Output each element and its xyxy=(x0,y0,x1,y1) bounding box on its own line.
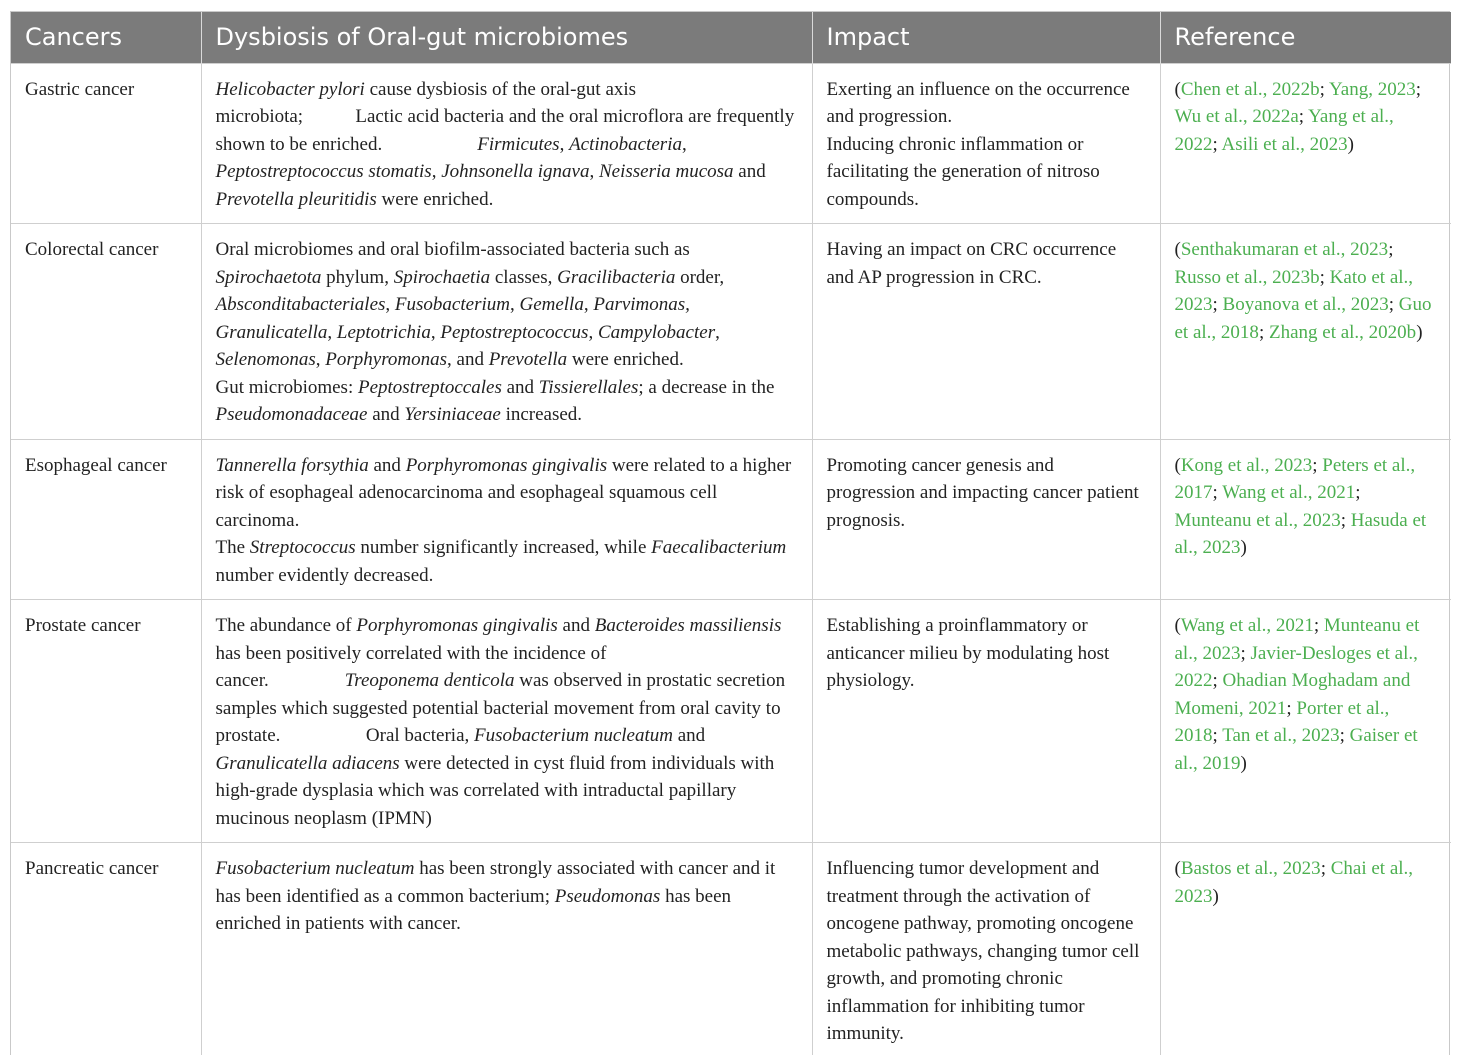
cell-dysbiosis: Fusobacterium nucleatum has been strongly associated with cancer and it has been identified as a common bacterium; Pseudomonas has been enriched in patients with cancer. xyxy=(201,843,812,1055)
reference-link[interactable]: Boyanova et al., 2023 xyxy=(1222,294,1389,315)
reference-link[interactable]: Munteanu et al., 2023 xyxy=(1174,509,1341,531)
table-body xyxy=(11,63,1451,1055)
reference-link[interactable]: Kato et al., 2023 xyxy=(1174,266,1414,315)
reference-link[interactable]: Javier-Desloges et al., 2022 xyxy=(1174,642,1418,691)
header-cancers: Cancers xyxy=(11,12,201,63)
cell-cancer: Prostate cancer xyxy=(11,600,201,843)
reference-link[interactable]: Gaiser et al., 2019 xyxy=(1174,725,1418,774)
cell-cancer: Pancreatic cancer xyxy=(11,843,201,1055)
cell-cancer: Colorectal cancer xyxy=(11,224,201,440)
reference-link[interactable]: Yang, 2023 xyxy=(1328,78,1416,100)
reference-link[interactable]: Wang et al., 2021 xyxy=(1222,482,1356,503)
reference-link[interactable]: Hasuda et al., 2023 xyxy=(1174,509,1427,558)
header-impact: Impact xyxy=(812,12,1160,63)
cell-dysbiosis: Helicobacter pylori cause dysbiosis of the oral-gut axis microbiota; Lactic acid bacteria and the oral microflora are frequently shown to be enriched. Firmicutes, Actinobacteria, Peptostreptococcus stomatis, Johnsonella ignava, Neisseria mucosa and Prevotella pleuritidis were enriched. xyxy=(201,63,812,224)
cell-reference: (Bastos et al., 2023; Chai et al., 2023) xyxy=(1160,843,1451,1055)
table-row xyxy=(11,224,1451,440)
reference-link[interactable]: Wu et al., 2022a xyxy=(1174,106,1299,127)
reference-link[interactable]: Chen et al., 2022b xyxy=(1180,78,1320,100)
cell-dysbiosis: Tannerella forsythia and Porphyromonas gingivalis were related to a higher risk of esophageal adenocarcinoma and esophageal squamous cell carcinoma. The Streptococcus number significantly increased, while Faecalibacterium number evidently decreased. xyxy=(201,439,812,600)
header-dysbiosis: Dysbiosis of Oral-gut microbiomes xyxy=(201,12,812,63)
cell-dysbiosis: Oral microbiomes and oral biofilm-associated bacteria such as Spirochaetota phylum, Spirochaetia classes, Gracilibacteria order, Absconditabacteriales, Fusobacterium, Gemella, Parvimonas, Granulicatella, Leptotrichia, Peptostreptococcus, Campylobacter, Selenomonas, Porphyromonas, and Prevotella were enriched. Gut microbiomes: Peptostreptoccales and Tissierellales; a decrease in the Pseudomonadaceae and Yersiniaceae increased. xyxy=(201,224,812,440)
cell-reference: (Kong et al., 2023; Peters et al., 2017; Wang et al., 2021; Munteanu et al., 2023; Hasuda et al., 2023) xyxy=(1160,439,1451,600)
cell-dysbiosis: The abundance of Porphyromonas gingivalis and Bacteroides massiliensis has been positively correlated with the incidence of cancer. Treoponema denticola was observed in prostatic secretion samples which suggested potential bacterial movement from oral cavity to prostate. Oral bacteria, Fusobacterium nucleatum and Granulicatella adiacens were detected in cyst fluid from individuals with high-grade dysplasia which was correlated with intraductal papillary mucinous neoplasm (IPMN) xyxy=(201,600,812,843)
cell-impact: Having an impact on CRC occurrence and AP progression in CRC. xyxy=(812,224,1160,440)
table-row xyxy=(11,63,1451,224)
reference-link[interactable]: Guo et al., 2018 xyxy=(1174,294,1432,343)
reference-link[interactable]: Munteanu et al., 2023 xyxy=(1174,615,1420,664)
cell-reference: (Senthakumaran et al., 2023; Russo et al., 2023b; Kato et al., 2023; Boyanova et al., 2023; Guo et al., 2018; Zhang et al., 2020b) xyxy=(1160,224,1451,440)
reference-link[interactable]: Asili et al., 2023 xyxy=(1221,133,1348,155)
cell-reference: (Wang et al., 2021; Munteanu et al., 2023; Javier-Desloges et al., 2022; Ohadian Moghadam and Momeni, 2021; Porter et al., 2018; Tan et al., 2023; Gaiser et al., 2019) xyxy=(1160,600,1451,843)
cell-impact: Exerting an influence on the occurrence and progression. Inducing chronic inflammation or facilitating the generation of nitroso compounds. xyxy=(812,63,1160,224)
reference-link[interactable]: Kong et al., 2023 xyxy=(1180,454,1313,476)
table-row xyxy=(11,843,1451,1055)
header-reference: Reference xyxy=(1160,12,1451,63)
reference-link[interactable]: Zhang et al., 2020b xyxy=(1268,321,1417,343)
reference-link[interactable]: Yang et al., 2022 xyxy=(1174,106,1394,155)
reference-link[interactable]: Porter et al., 2018 xyxy=(1174,697,1390,746)
table-row xyxy=(11,600,1451,843)
reference-link[interactable]: Senthakumaran et al., 2023 xyxy=(1180,239,1389,260)
cell-impact: Influencing tumor development and treatment through the activation of oncogene pathway, promoting oncogene metabolic pathways, changing tumor cell growth, and promoting chronic inflammation for inhibiting tumor immunity. xyxy=(812,843,1160,1055)
reference-link[interactable]: Chai et al., 2023 xyxy=(1174,858,1414,907)
table-header xyxy=(11,12,1451,63)
reference-link[interactable]: Peters et al., 2017 xyxy=(1174,454,1416,503)
table-row xyxy=(11,439,1451,600)
reference-link[interactable]: Bastos et al., 2023 xyxy=(1180,858,1321,879)
cell-impact: Promoting cancer genesis and progression and impacting cancer patient prognosis. xyxy=(812,439,1160,600)
cancer-microbiome-table xyxy=(10,11,1450,1055)
reference-link[interactable]: Ohadian Moghadam and Momeni, 2021 xyxy=(1174,670,1411,719)
cell-cancer: Esophageal cancer xyxy=(11,439,201,600)
reference-link[interactable]: Wang et al., 2021 xyxy=(1180,615,1314,636)
cell-reference: (Chen et al., 2022b; Yang, 2023; Wu et al., 2022a; Yang et al., 2022; Asili et al., 2023) xyxy=(1160,63,1451,224)
reference-link[interactable]: Russo et al., 2023b xyxy=(1174,266,1320,288)
cell-impact: Establishing a proinflammatory or anticancer milieu by modulating host physiology. xyxy=(812,600,1160,843)
cell-cancer: Gastric cancer xyxy=(11,63,201,224)
reference-link[interactable]: Tan et al., 2023 xyxy=(1222,725,1340,746)
data-table xyxy=(11,12,1451,1055)
